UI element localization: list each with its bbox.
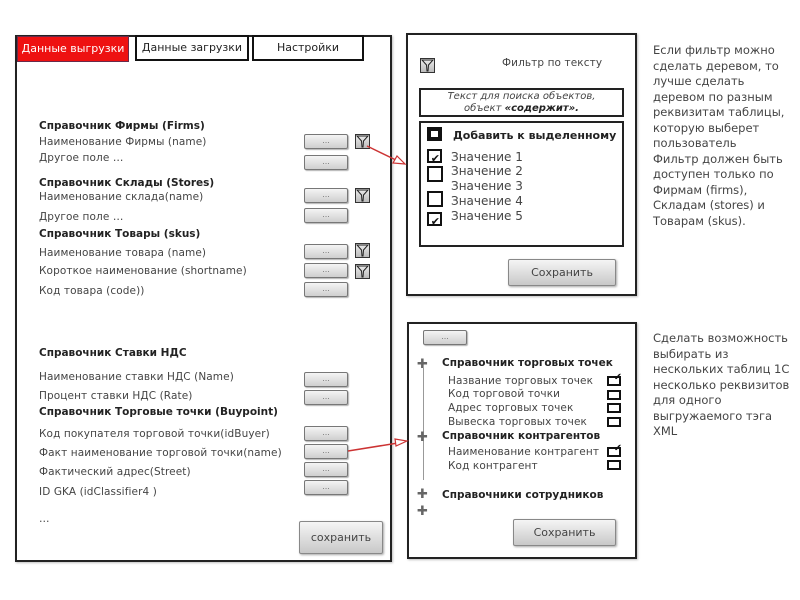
main-save-button[interactable]: сохранить	[299, 521, 383, 554]
tab-settings[interactable]: Настройки	[252, 35, 364, 61]
store-other-label: Другое поле …	[39, 211, 124, 223]
tree-item-label: Код торговой точки	[448, 388, 561, 400]
filter-save-button[interactable]: Сохранить	[508, 259, 616, 286]
checkmark-icon: ✔	[613, 372, 622, 383]
vat-rate-select-button[interactable]: ...	[304, 390, 348, 405]
tree-save-button[interactable]: Сохранить	[513, 519, 616, 546]
note-line: которую выберет	[653, 120, 760, 135]
tree-item-label: Наименование контрагент	[448, 446, 600, 458]
more-fields-ellipsis: …	[39, 513, 50, 525]
note-line: сделать деревом, то	[653, 58, 779, 73]
tree-group-employees[interactable]: Справочники сотрудников	[442, 489, 604, 501]
buypoint-gka-select-button[interactable]: ...	[304, 480, 348, 495]
note-line: для одного	[653, 393, 722, 407]
expand-icon[interactable]: ✚	[417, 357, 428, 372]
tree-item-label: Код контрагент	[448, 460, 538, 472]
firm-other-select-button[interactable]: ...	[304, 155, 348, 170]
filter-panel-title: Фильтр по тексту	[502, 57, 603, 69]
filter-arrow	[367, 146, 405, 164]
expand-icon[interactable]: ✚	[417, 487, 428, 502]
value-5-label: Значение 5	[451, 209, 523, 223]
checkmark-icon: ✔	[430, 215, 440, 228]
checkmark-icon: ✔	[430, 152, 440, 165]
firm-name-select-button[interactable]: ...	[304, 134, 348, 149]
note-line: XML	[653, 424, 678, 438]
note-line: нескольких таблиц 1С	[653, 362, 790, 376]
search-hint-bold: «содержит».	[504, 103, 579, 114]
sku-name-select-button[interactable]: ...	[304, 244, 348, 259]
value-1-label: Значение 1	[451, 150, 523, 164]
sku-shortname-select-button[interactable]: ...	[304, 263, 348, 278]
sku-code-select-button[interactable]: ...	[304, 282, 348, 297]
buypoint-name-select-button[interactable]: ...	[304, 444, 348, 459]
note-line: деревом по разным	[653, 89, 773, 104]
sku-name-label: Наименование товара (name)	[39, 247, 207, 259]
note-line: Складам (stores) и	[653, 198, 765, 212]
sku-code-label: Код товара (code))	[39, 285, 145, 297]
note-line: Если фильтр можно	[653, 43, 775, 57]
tree-group-contractors[interactable]: Справочник контрагентов	[442, 430, 601, 442]
note-line: Фильтр должен быть	[653, 151, 783, 166]
expand-icon[interactable]: ✚	[417, 430, 428, 445]
firm-name-label: Наименование Фирмы (name)	[39, 136, 207, 148]
search-hint-line1: Текст для поиска объектов,	[447, 91, 596, 102]
stores-header: Справочник Склады (Stores)	[39, 177, 215, 189]
tab-export-data[interactable]: Данные выгрузки	[17, 36, 129, 62]
store-name-label: Наименование склада(name)	[39, 191, 204, 203]
expand-icon[interactable]: ✚	[417, 504, 428, 519]
note-line: выгружаемого тэга	[653, 408, 773, 423]
value-4-label: Значение 4	[451, 194, 523, 208]
note-line: Фирмам (firms),	[653, 182, 748, 197]
store-name-select-button[interactable]: ...	[304, 188, 348, 203]
note-line: Товарам (skus).	[653, 213, 746, 228]
skus-header: Справочник Товары (skus)	[39, 228, 201, 240]
store-other-select-button[interactable]: ...	[304, 208, 348, 223]
tree-select-button[interactable]: ...	[423, 330, 467, 345]
firms-header: Справочник Фирмы (Firms)	[39, 120, 205, 132]
note-line: несколько реквизитов	[653, 377, 790, 392]
sku-shortname-label: Короткое наименование (shortname)	[39, 265, 247, 277]
buypoint-name-label: Факт наименование торговой точки(name)	[39, 447, 282, 459]
note-line: реквизитам таблицы,	[653, 105, 785, 119]
value-3-label: Значение 3	[451, 179, 523, 193]
vat-name-select-button[interactable]: ...	[304, 372, 348, 387]
tree-item-label: Название торговых точек	[448, 375, 594, 387]
add-to-selection-label: Добавить к выделенному	[453, 129, 617, 142]
vat-rate-label: Процент ставки НДС (Rate)	[39, 390, 193, 402]
buypoint-idbuyer-select-button[interactable]: ...	[304, 426, 348, 441]
value-2-label: Значение 2	[451, 164, 523, 178]
vat-name-label: Наименование ставки НДС (Name)	[39, 371, 234, 383]
note-line: Сделать возможность	[653, 331, 788, 345]
buypoint-street-label: Фактический адрес(Street)	[39, 466, 191, 478]
checkmark-icon: ✔	[613, 443, 622, 454]
vat-header: Справочник Ставки НДС	[39, 347, 187, 359]
tree-item-label: Вывеска торговых точек	[448, 416, 587, 428]
note-line: лучше сделать	[653, 74, 745, 88]
tree-arrow	[348, 439, 407, 451]
search-hint-prefix: объект	[464, 103, 505, 114]
tree-group-buypoints[interactable]: Справочник торговых точек	[442, 357, 613, 369]
buypoint-street-select-button[interactable]: ...	[304, 462, 348, 477]
note-line: доступен только по	[653, 167, 774, 181]
note-line: выбирать из	[653, 346, 729, 361]
firm-other-label: Другое поле …	[39, 152, 124, 164]
tree-item-label: Адрес торговых точек	[448, 402, 574, 414]
buypoint-gka-label: ID GKA (idClassifier4 )	[39, 486, 157, 498]
tab-import-data[interactable]: Данные загрузки	[135, 35, 249, 61]
buypoint-header: Справочник Торговые точки (Buypoint)	[39, 406, 278, 418]
buypoint-idbuyer-label: Код покупателя торговой точки(idBuyer)	[39, 428, 270, 440]
note-line: пользователь	[653, 136, 737, 150]
